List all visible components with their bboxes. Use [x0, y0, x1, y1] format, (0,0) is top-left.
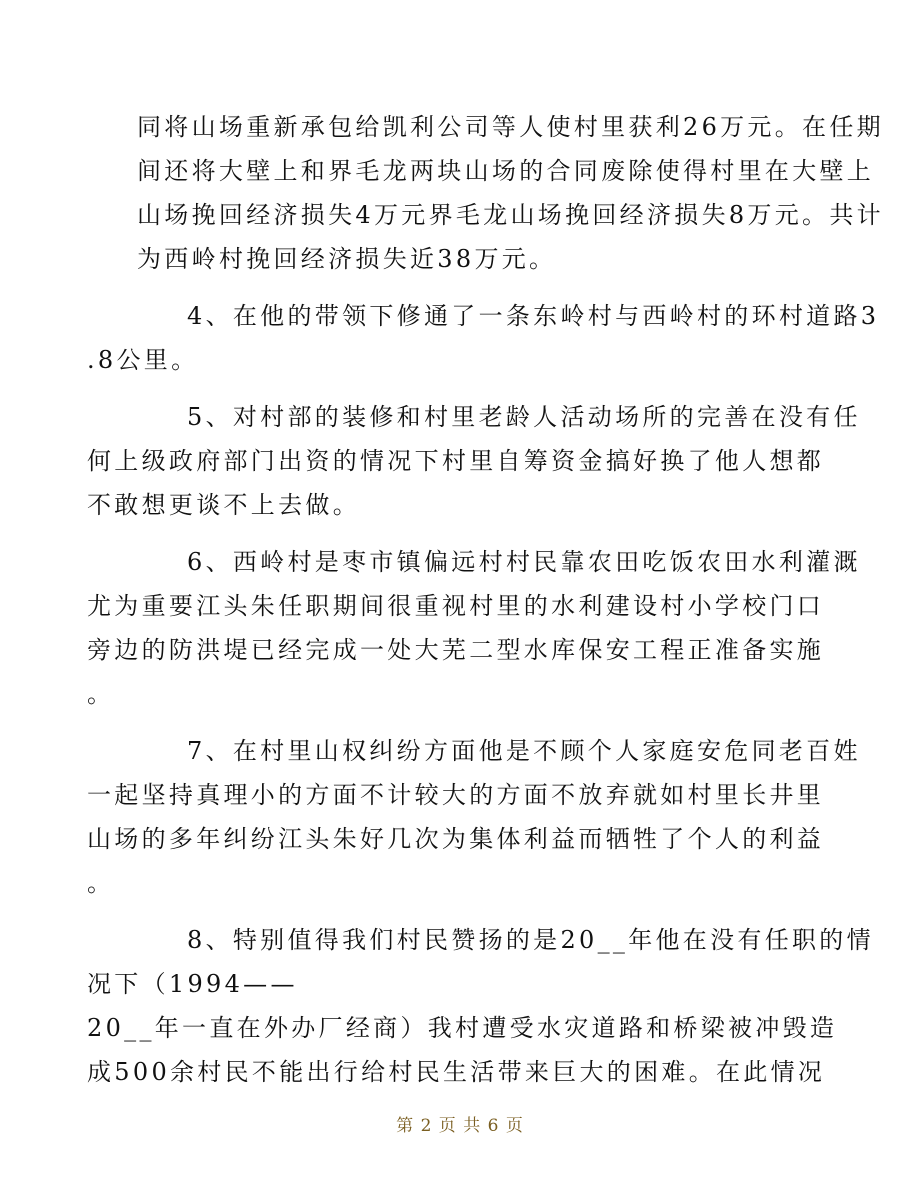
text-line: 。: [87, 869, 115, 897]
text-line: 7、在村里山权纠纷方面他是不顾个人家庭安危同老百姓: [187, 737, 861, 765]
text-line: .8公里。: [87, 346, 199, 374]
text-line: 何上级政府部门出资的情况下村里自筹资金搞好换了他人想都: [87, 447, 825, 475]
page-number-label: 第 2 页 共 6 页: [396, 1116, 524, 1136]
text-line: 为西岭村挽回经济损失近38万元。: [137, 245, 557, 273]
paragraph-continuation: [137, 105, 884, 281]
text-line: 6、西岭村是枣市镇偏远村村民靠农田吃饭农田水利灌溉: [187, 548, 861, 576]
text-line: 山场挽回经济损失4万元界毛龙山场挽回经济损失8万元。共计: [137, 201, 884, 229]
text-line: 5、对村部的装修和村里老龄人活动场所的完善在没有任: [187, 403, 861, 431]
paragraph-item-4: [87, 294, 880, 382]
text-line: 。: [87, 680, 115, 708]
paragraph-item-5: [87, 395, 861, 527]
page-footer: [0, 1116, 920, 1136]
text-line: 20__年一直在外办厂经商）我村遭受水灾道路和桥梁被冲毁造: [87, 1014, 838, 1042]
text-line: 间还将大壁上和界毛龙两块山场的合同废除使得村里在大壁上: [137, 157, 875, 185]
text-line: 旁边的防洪堤已经完成一处大芜二型水库保安工程正准备实施: [87, 636, 825, 664]
document-body: [87, 105, 884, 1094]
text-line: 8、特别值得我们村民赞扬的是20__年他在没有任职的情: [187, 926, 874, 954]
text-line: 4、在他的带领下修通了一条东岭村与西岭村的环村道路3: [187, 302, 880, 330]
text-line: 成500余村民不能出行给村民生活带来巨大的困难。在此情况: [87, 1058, 826, 1086]
paragraph-item-8: [87, 918, 874, 1094]
text-line: 况下（1994——: [87, 970, 298, 998]
text-line: 山场的多年纠纷江头朱好几次为集体利益而牺牲了个人的利益: [87, 825, 825, 853]
text-line: 一起坚持真理小的方面不计较大的方面不放弃就如村里长井里: [87, 781, 825, 809]
paragraph-item-7: [87, 729, 861, 905]
text-line: 不敢想更谈不上去做。: [87, 491, 360, 519]
text-line: 同将山场重新承包给凯利公司等人使村里获利26万元。在任期: [137, 113, 884, 141]
paragraph-item-6: [87, 540, 861, 716]
text-line: 尤为重要江头朱任职期间很重视村里的水利建设村小学校门口: [87, 592, 825, 620]
